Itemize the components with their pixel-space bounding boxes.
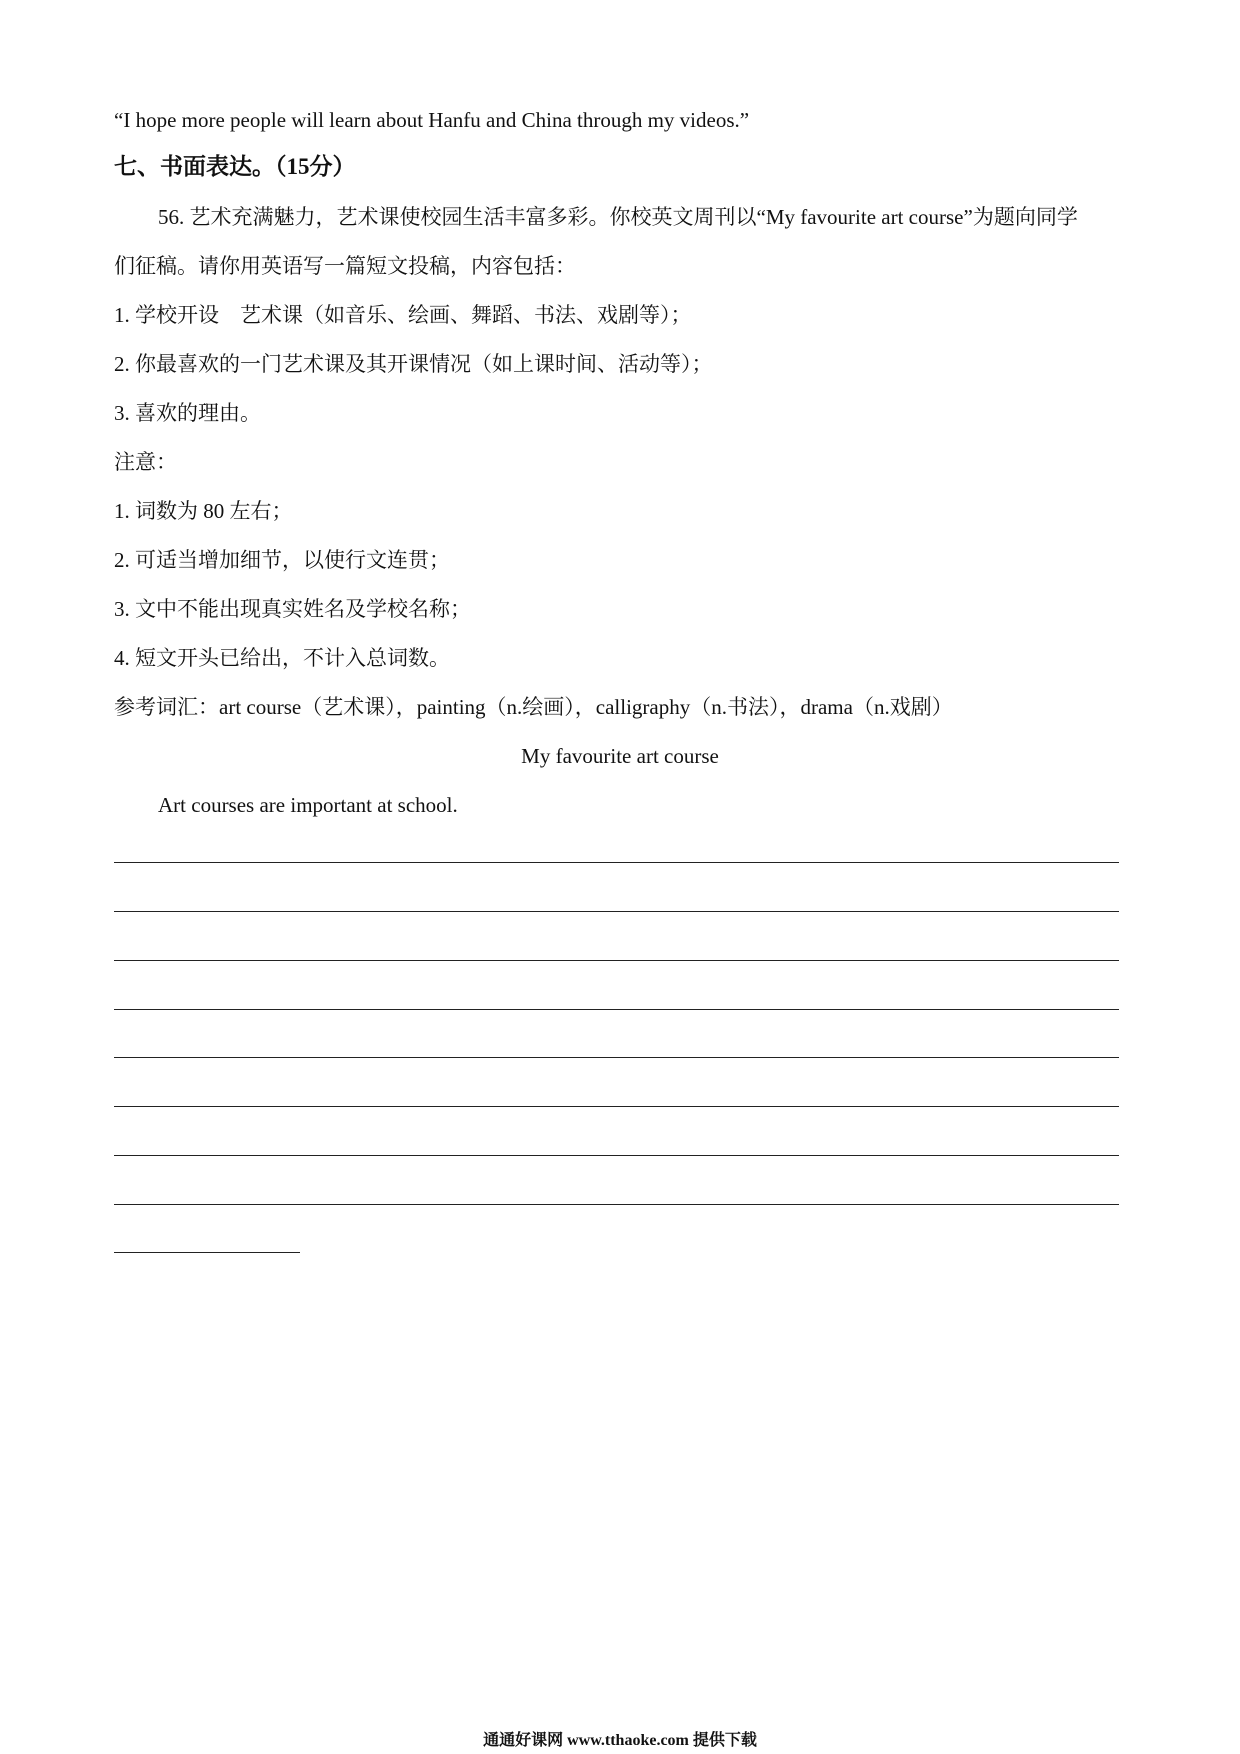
answer-line[interactable] [114, 1009, 1119, 1010]
answer-line[interactable] [114, 1204, 1119, 1205]
section-heading: 七、书面表达。（15分） [114, 154, 356, 179]
note-item-4: 4. 短文开头已给出，不计入总词数。 [114, 646, 450, 670]
note-item-1: 1. 词数为 80 左右； [114, 499, 293, 523]
question-line-2: 们征稿。请你用英语写一篇短文投稿，内容包括： [114, 254, 576, 278]
essay-title: My favourite art course [521, 744, 719, 768]
content-item-3: 3. 喜欢的理由。 [114, 401, 261, 425]
content-item-1: 1. 学校开设 艺术课（如音乐、绘画、舞蹈、书法、戏剧等）； [114, 303, 692, 327]
essay-opening: Art courses are important at school. [158, 793, 458, 817]
question-line-1: 56. 艺术充满魅力，艺术课使校园生活丰富多彩。你校英文周刊以“My favourite art course”为题向同学 [158, 205, 1078, 229]
reference-vocabulary: 参考词汇：art course（艺术课），painting（n.绘画），calligraphy（n.书法），drama（n.戏剧） [114, 695, 953, 719]
content-item-2: 2. 你最喜欢的一门艺术课及其开课情况（如上课时间、活动等）； [114, 352, 713, 376]
note-item-3: 3. 文中不能出现真实姓名及学校名称； [114, 597, 471, 621]
top-quote: “I hope more people will learn about Hanfu and China through my videos.” [114, 108, 750, 132]
footer-credit: 通通好课网 www.tthaoke.com 提供下载 [483, 1732, 757, 1749]
answer-line-short[interactable] [114, 1252, 300, 1253]
answer-line[interactable] [114, 862, 1119, 863]
answer-line[interactable] [114, 1057, 1119, 1058]
notes-label: 注意： [114, 450, 177, 474]
answer-line[interactable] [114, 1106, 1119, 1107]
answer-line[interactable] [114, 960, 1119, 961]
note-item-2: 2. 可适当增加细节，以使行文连贯； [114, 548, 450, 572]
answer-line[interactable] [114, 911, 1119, 912]
answer-line[interactable] [114, 1155, 1119, 1156]
